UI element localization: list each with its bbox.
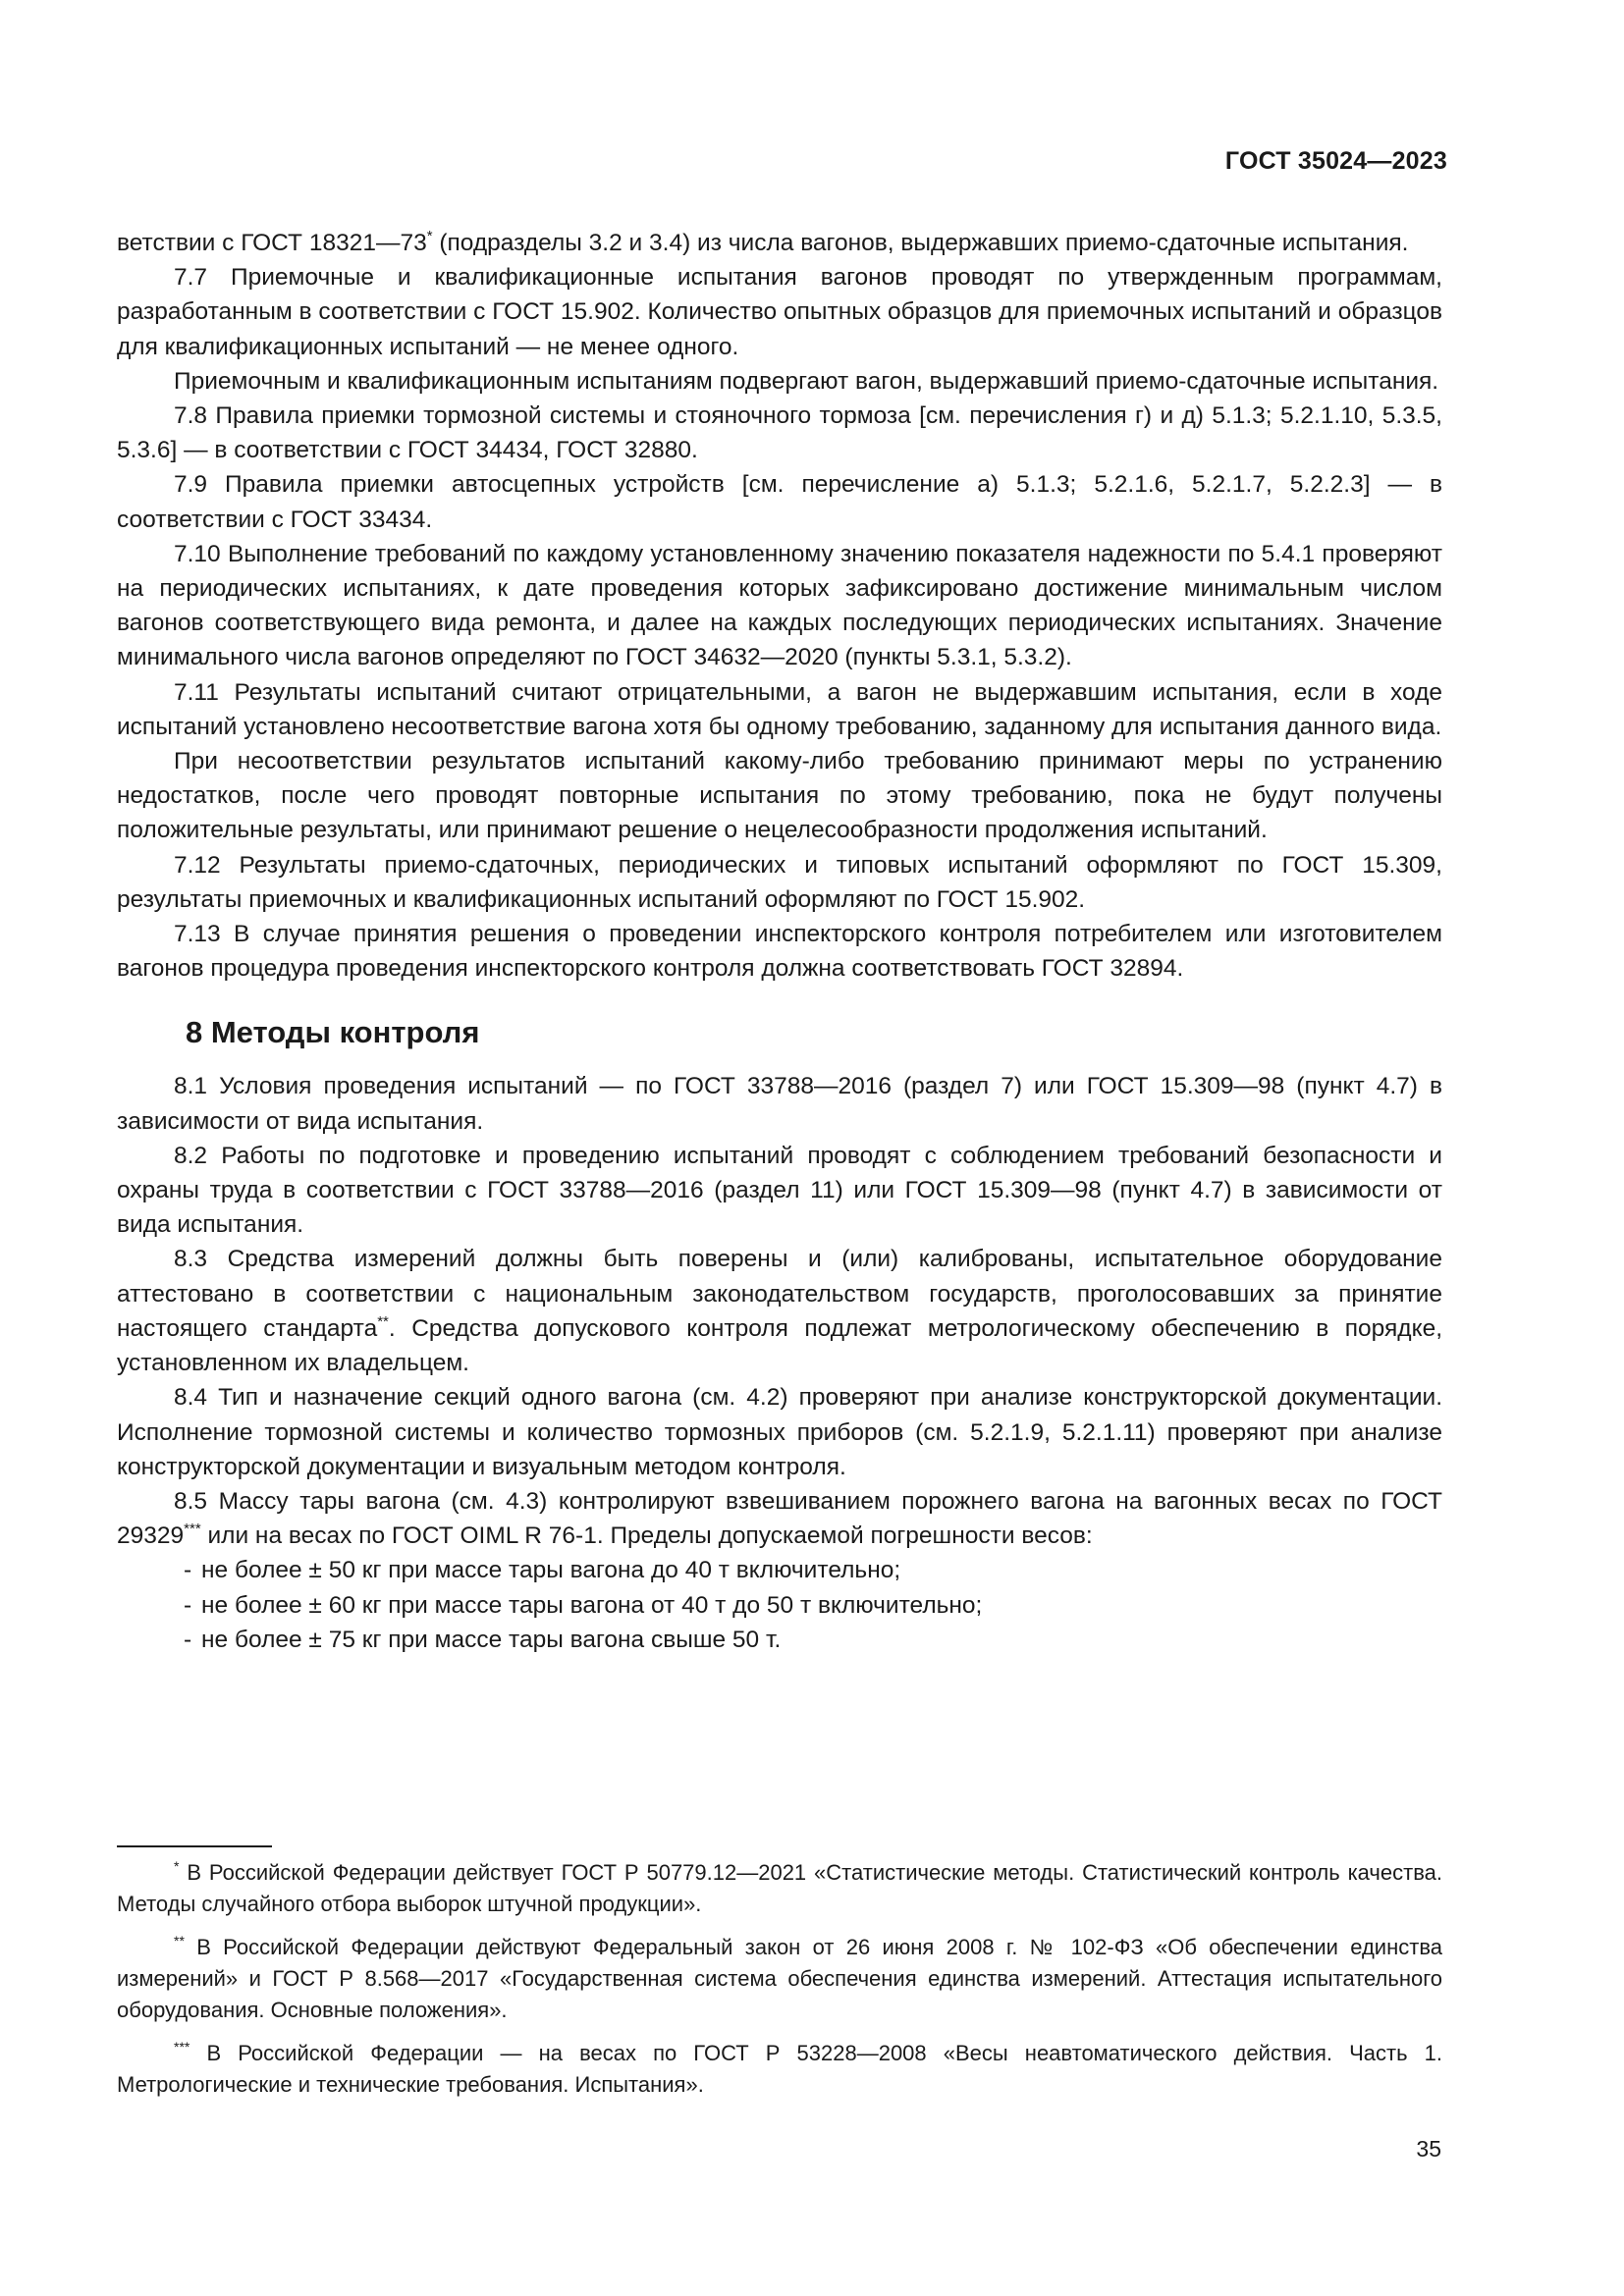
main-content <box>117 226 1442 1657</box>
section-title-8: 8 Методы контроля <box>186 1015 480 1050</box>
list-item: - не более ± 50 кг при массе тары вагона до 40 т включительно; <box>184 1557 901 1584</box>
paragraph-8-1: 8.1 Условия проведения испытаний — по ГОСТ 33788—2016 (раздел 7) или ГОСТ 15.309—98 (пункт 4.7) в зависимости от вида испытания. <box>117 1073 1442 1135</box>
paragraph-7-10: 7.10 Выполнение требований по каждому установленному значению показателя надежности по 5.4.1 проверяют на периодических испытаниях, к дате проведения которых зафиксировано достижение минимальным числом вагонов соответствующего вида ремонта, и далее на каждых последующих периодических испытаниях. Значение минимального числа вагонов определяют по ГОСТ 34632—2020 (пункты 5.3.1, 5.3.2). <box>117 540 1442 671</box>
paragraph-8-3: 8.3 Средства измерений должны быть поверены и (или) калиброваны, испытательное оборудование аттестовано в соответствии с национальным законодательством государств, проголосовавших за принятие настоящего стандарта**. Средства допускового контроля подлежат метрологическому обеспечению в порядке, установленном их владельцем. <box>117 1246 1442 1377</box>
paragraph-7-9: 7.9 Правила приемки автосцепных устройств [см. перечисление а) 5.1.3; 5.2.1.6, 5.2.1.7, 5.2.2.3] — в соответствии с ГОСТ 33434. <box>117 471 1442 533</box>
footnote-divider <box>117 1845 272 1847</box>
paragraph-7-7-cont: Приемочным и квалификационным испытаниям подвергают вагон, выдержавший приемо-сдаточные испытания. <box>174 367 1439 395</box>
paragraph-7-7: 7.7 Приемочные и квалификационные испытания вагонов проводят по утвержденным программам, разработанным в соответствии с ГОСТ 15.902. Количество опытных образцов для приемочных испытаний и образцов для квалификационных испытаний — не менее одного. <box>117 264 1442 360</box>
footnote-ref-2: ** <box>377 1312 389 1330</box>
paragraph-8-2: 8.2 Работы по подготовке и проведению испытаний проводят с соблюдением требований безопасности и охраны труда в соответствии с ГОСТ 33788—2016 (раздел 11) или ГОСТ 15.309—98 (пункт 4.7) в зависимости от вида испытания. <box>117 1142 1442 1239</box>
paragraph-8-4: 8.4 Тип и назначение секций одного вагона (см. 4.2) проверяют при анализе конструкторской документации. Исполнение тормозной системы и количество тормозных приборов (см. 5.2.1.9, 5.2.1.11) проверяют при анализе конструкторской документации и визуальным методом контроля. <box>117 1384 1442 1480</box>
footnote-3: *** В Российской Федерации — на весах по ГОСТ Р 53228—2008 «Весы неавтоматического действия. Часть 1. Метрологические и технические требования. Испытания». <box>117 2039 1442 2097</box>
paragraph-7-12: 7.12 Результаты приемо-сдаточных, периодических и типовых испытаний оформляют по ГОСТ 15.309, результаты приемочных и квалификационных испытаний оформляют по ГОСТ 15.902. <box>117 851 1442 913</box>
footnote-ref-1: * <box>426 228 433 244</box>
list-item: - не более ± 60 кг при массе тары вагона от 40 т до 50 т включительно; <box>184 1591 983 1619</box>
page-number: 35 <box>1416 2136 1441 2162</box>
footnote-ref-3: *** <box>184 1521 201 1538</box>
footnotes <box>117 1857 1442 2112</box>
paragraph-7-13: 7.13 В случае принятия решения о проведении инспекторского контроля потребителем или изготовителем вагонов процедура проведения инспекторского контроля должна соответствовать ГОСТ 32894. <box>117 921 1442 983</box>
footnote-2: ** В Российской Федерации действуют Федеральный закон от 26 июня 2008 г. № 102-ФЗ «Об обеспечении единства измерений» и ГОСТ Р 8.568—2017 «Государственная система обеспечения единства измерений. Аттестация испытательного оборудования. Основные положения». <box>117 1933 1442 2022</box>
tolerance-list <box>117 1553 1442 1657</box>
paragraph-continuation: ветствии с ГОСТ 18321—73* (подразделы 3.2 и 3.4) из числа вагонов, выдержавших приемо-сдаточные испытания. <box>117 228 1409 256</box>
list-item: - не более ± 75 кг при массе тары вагона свыше 50 т. <box>184 1626 782 1653</box>
footnote-1: * В Российской Федерации действует ГОСТ Р 50779.12—2021 «Статистические методы. Статистический контроль качества. Методы случайного отбора выборок штучной продукции». <box>117 1858 1442 1916</box>
paragraph-7-8: 7.8 Правила приемки тормозной системы и стояночного тормоза [см. перечисления г) и д) 5.1.3; 5.2.1.10, 5.3.5, 5.3.6] — в соответствии с ГОСТ 34434, ГОСТ 32880. <box>117 402 1442 464</box>
paragraph-7-11: 7.11 Результаты испытаний считают отрицательными, а вагон не выдержавшим испытания, если в ходе испытаний установлено несоответствие вагона хотя бы одному требованию, заданному для испытания данного вида. <box>117 678 1442 740</box>
paragraph-8-5: 8.5 Массу тары вагона (см. 4.3) контролируют взвешиванием порожнего вагона на вагонных весах по ГОСТ 29329*** или на весах по ГОСТ OIML R 76-1. Пределы допускаемой погрешности весов: <box>117 1487 1442 1550</box>
paragraph-7-11-cont: При несоответствии результатов испытаний какому-либо требованию принимают меры по устранению недостатков, после чего проводят повторные испытания по этому требованию, пока не будут получены положительные результаты, или принимают решение о нецелесообразности продолжения испытаний. <box>117 748 1442 844</box>
document-header: ГОСТ 35024—2023 <box>1224 147 1447 175</box>
